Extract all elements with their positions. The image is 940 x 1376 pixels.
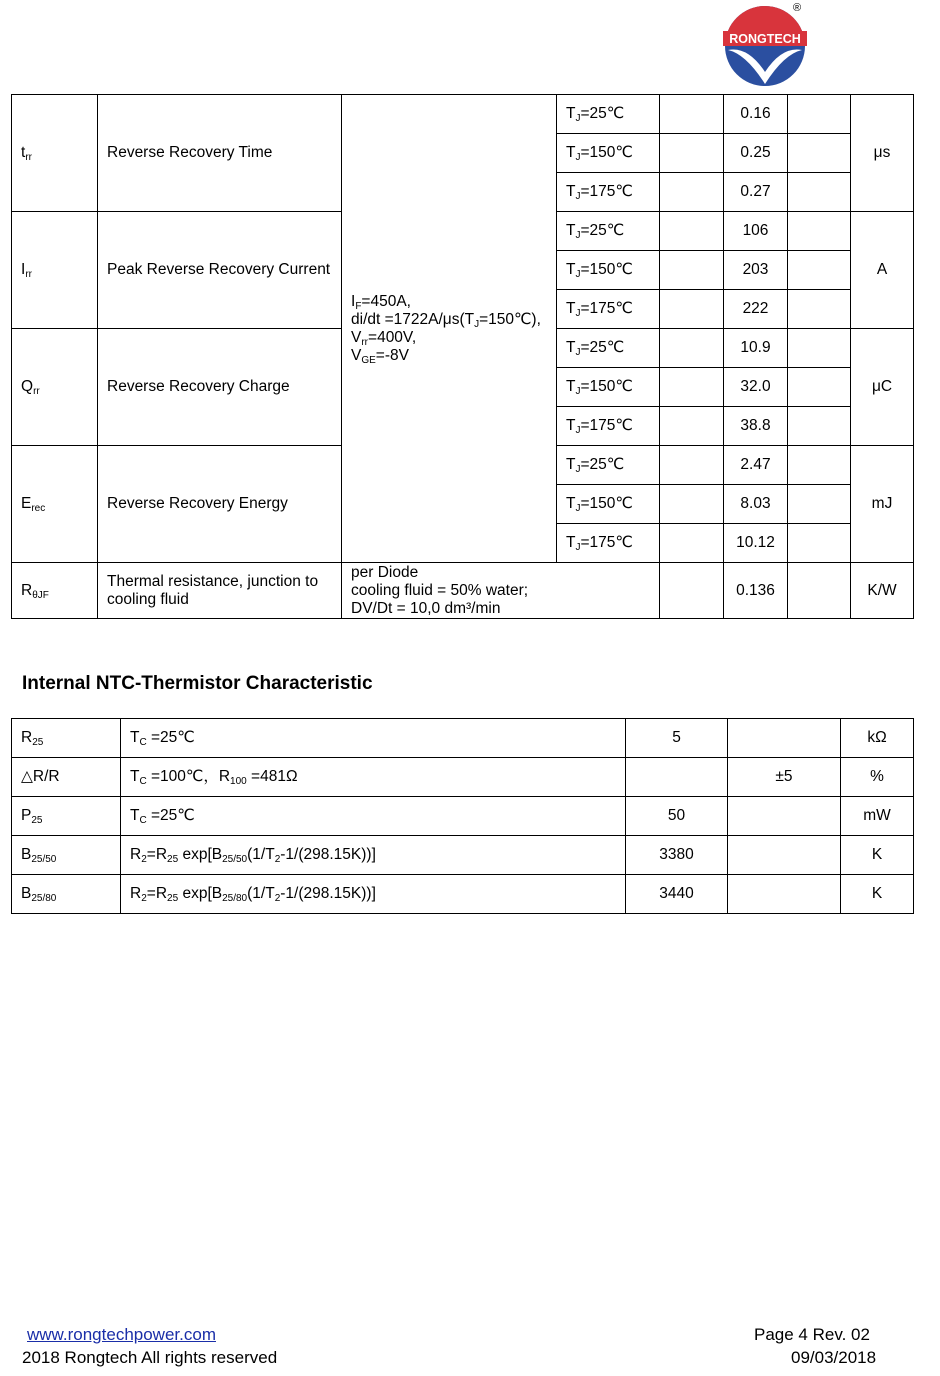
typ-value-text: 0.27 — [740, 183, 771, 200]
cond-subscript: C — [139, 815, 147, 826]
typ-value-text: 0.136 — [736, 581, 775, 599]
tj-value: =175℃ — [580, 300, 633, 317]
cond-text: -1/(298.15K))] — [280, 846, 376, 863]
min-value — [660, 134, 724, 173]
footer-copyright: 2018 Rongtech All rights reserved — [22, 1348, 278, 1367]
ntc-row — [12, 719, 914, 758]
typ-value-text: 50 — [667, 807, 686, 824]
ntc-max — [728, 797, 841, 836]
tj-subscript: J — [575, 269, 581, 280]
param-name — [98, 446, 342, 563]
typ-value — [724, 95, 788, 134]
param-name-text: Reverse Recovery Charge — [107, 378, 290, 395]
unit-text: K — [871, 846, 883, 863]
cond-vrr-sub: rr — [361, 336, 369, 348]
tj-label: T — [566, 495, 576, 512]
cond-vge: V — [351, 346, 362, 364]
param-symbol — [12, 95, 98, 212]
thermal-resistance-row — [12, 563, 914, 619]
ntc-unit — [841, 758, 914, 797]
tj-label: T — [566, 339, 576, 356]
symbol-main: Q — [21, 378, 34, 395]
typ-value — [724, 446, 788, 485]
param-name — [98, 329, 342, 446]
cond-text: T — [130, 768, 140, 785]
ntc-condition — [121, 758, 626, 797]
tj-value: =25℃ — [580, 105, 625, 122]
symbol-main: P — [21, 807, 32, 824]
tj-label: T — [566, 183, 576, 200]
ntc-row — [12, 797, 914, 836]
cond-subscript: C — [139, 737, 147, 748]
ntc-symbol — [12, 719, 121, 758]
ntc-typ — [626, 797, 728, 836]
junction-temperature — [557, 446, 660, 485]
tj-value: =175℃ — [580, 183, 633, 200]
min-value — [660, 173, 724, 212]
footer-date: 09/03/2018 — [791, 1348, 877, 1367]
min-value — [660, 563, 724, 619]
junction-temperature — [557, 524, 660, 563]
unit-text: mJ — [871, 495, 893, 512]
ntc-typ — [626, 758, 728, 797]
tj-subscript: J — [575, 503, 581, 514]
typ-value — [724, 134, 788, 173]
typ-value-text: 0.16 — [740, 105, 771, 122]
cond-vge-value: =-8V — [375, 346, 409, 364]
tj-subscript: J — [575, 191, 581, 202]
typ-value — [724, 485, 788, 524]
typ-value-text: 2.47 — [740, 456, 771, 473]
typ-value-text: 3440 — [659, 885, 694, 902]
max-value — [788, 173, 851, 212]
min-value — [660, 212, 724, 251]
tj-value: =25℃ — [580, 456, 625, 473]
cond-subscript: 2 — [274, 893, 281, 904]
cond-text: exp[B — [178, 885, 223, 902]
ntc-typ — [626, 875, 728, 914]
diode-table-row — [12, 95, 914, 134]
cond-text: -1/(298.15K))] — [280, 885, 376, 902]
cond-subscript: 2 — [274, 854, 281, 865]
unit-text: K — [871, 885, 883, 902]
symbol-subscript: 25/80 — [31, 893, 57, 904]
tj-label: T — [566, 534, 576, 551]
cond-text: T — [130, 729, 140, 746]
typ-value — [724, 173, 788, 212]
tj-label: T — [566, 144, 576, 161]
unit-text: % — [870, 768, 884, 785]
cond-vrr: V — [351, 328, 362, 346]
junction-temperature — [557, 95, 660, 134]
unit-text: K/W — [867, 581, 897, 599]
junction-temperature — [557, 290, 660, 329]
symbol-main: R — [21, 729, 33, 746]
max-value — [788, 290, 851, 329]
tj-subscript: J — [575, 386, 581, 397]
tj-value: =150℃ — [580, 144, 633, 161]
cond-if-sub: F — [355, 300, 362, 312]
cond-text: =25℃ — [146, 807, 195, 824]
cond-line: DV/Dt = 10,0 dm³/min — [351, 599, 501, 617]
ntc-max — [728, 836, 841, 875]
tj-subscript: J — [575, 308, 581, 319]
symbol-subscript: rr — [25, 269, 32, 280]
cond-text: =R — [146, 885, 168, 902]
max-value — [788, 212, 851, 251]
tj-subscript: J — [575, 425, 581, 436]
tj-label: T — [566, 456, 576, 473]
tj-label: T — [566, 378, 576, 395]
symbol-subscript: rec — [31, 503, 46, 514]
min-value — [660, 95, 724, 134]
symbol-main: R — [21, 581, 33, 599]
symbol-main: B — [21, 885, 32, 902]
cond-subscript: 25/50 — [222, 854, 248, 865]
tj-subscript: J — [575, 347, 581, 358]
typ-value — [724, 290, 788, 329]
ntc-max — [728, 875, 841, 914]
unit-text: μs — [873, 144, 891, 161]
max-value-text: ±5 — [775, 768, 793, 785]
tj-subscript: J — [575, 230, 581, 241]
unit — [851, 95, 914, 212]
param-symbol — [12, 212, 98, 329]
ntc-typ — [626, 836, 728, 875]
param-symbol — [12, 329, 98, 446]
ntc-symbol — [12, 797, 121, 836]
typ-value — [724, 212, 788, 251]
param-name-text: Peak Reverse Recovery Current — [107, 261, 331, 278]
max-value — [788, 134, 851, 173]
unit-text: μC — [871, 378, 893, 395]
ntc-symbol — [12, 875, 121, 914]
symbol-main: t — [21, 144, 26, 161]
unit — [851, 563, 914, 619]
cond-text: =25℃ — [146, 729, 195, 746]
max-value — [788, 95, 851, 134]
ntc-condition — [121, 719, 626, 758]
junction-temperature — [557, 173, 660, 212]
footer-page-revision: Page 4 Rev. 02 — [754, 1325, 870, 1344]
typ-value — [724, 563, 788, 619]
typ-value-text: 203 — [742, 261, 769, 278]
tj-value: =25℃ — [580, 222, 625, 239]
typ-value — [724, 524, 788, 563]
test-conditions — [342, 563, 660, 619]
param-symbol — [12, 446, 98, 563]
unit — [851, 329, 914, 446]
symbol-subscript: rr — [33, 386, 40, 397]
ntc-condition — [121, 875, 626, 914]
logo-text: RONGTECH — [729, 32, 801, 46]
cond-line: per Diode — [351, 563, 419, 581]
typ-value-text: 10.9 — [740, 339, 771, 356]
param-name-text: Thermal resistance, junction to cooling fluid — [107, 572, 319, 608]
tj-subscript: J — [575, 542, 581, 553]
typ-value-text: 106 — [742, 222, 769, 239]
junction-temperature — [557, 368, 660, 407]
junction-temperature — [557, 407, 660, 446]
min-value — [660, 290, 724, 329]
ntc-row — [12, 836, 914, 875]
rongtech-logo — [720, 4, 810, 88]
unit-text: mW — [863, 807, 891, 824]
cond-subscript: 2 — [141, 893, 147, 904]
ntc-row — [12, 758, 914, 797]
junction-temperature — [557, 329, 660, 368]
max-value — [788, 368, 851, 407]
max-value — [788, 524, 851, 563]
footer-website-link[interactable]: www.rongtechpower.com — [27, 1325, 216, 1344]
typ-value-text: 3380 — [659, 846, 694, 863]
ntc-condition — [121, 797, 626, 836]
max-value — [788, 329, 851, 368]
registered-mark: ® — [793, 2, 802, 14]
cond-text: R — [130, 885, 142, 902]
tj-label: T — [566, 222, 576, 239]
tj-value: =150℃ — [580, 378, 633, 395]
min-value — [660, 368, 724, 407]
cond-vrr-value: =400V, — [368, 328, 417, 346]
typ-value — [724, 368, 788, 407]
typ-value-text: 0.25 — [740, 144, 771, 161]
typ-value-text: 5 — [672, 729, 681, 746]
cond-if: I — [351, 292, 356, 310]
symbol-main: E — [21, 495, 32, 512]
unit — [851, 446, 914, 563]
symbol-main: △R/R — [21, 768, 60, 785]
cond-text: =100℃，R — [146, 768, 231, 785]
param-symbol — [12, 563, 98, 619]
max-value — [788, 407, 851, 446]
max-value — [788, 485, 851, 524]
cond-subscript: 100 — [230, 776, 247, 787]
tj-label: T — [566, 261, 576, 278]
cond-text: =481Ω — [246, 768, 298, 785]
symbol-subscript: 25/50 — [31, 854, 57, 865]
tj-value: =150℃ — [580, 495, 633, 512]
param-name — [98, 95, 342, 212]
ntc-unit — [841, 875, 914, 914]
cond-subscript: 25 — [167, 893, 179, 904]
param-name-text: Reverse Recovery Time — [107, 144, 273, 161]
ntc-section-title: Internal NTC-Thermistor Characteristic — [22, 673, 373, 694]
diode-characteristics-table — [11, 94, 914, 619]
typ-value-text: 38.8 — [740, 417, 771, 434]
typ-value-text: 8.03 — [740, 495, 771, 512]
junction-temperature — [557, 212, 660, 251]
symbol-main: I — [21, 261, 26, 278]
typ-value — [724, 407, 788, 446]
cond-text: (1/T — [247, 885, 275, 902]
cond-if-value: =450A, — [361, 292, 411, 310]
typ-value — [724, 251, 788, 290]
cond-didt-sub: J — [474, 318, 480, 330]
tj-value: =25℃ — [580, 339, 625, 356]
ntc-thermistor-table — [11, 718, 914, 914]
junction-temperature — [557, 134, 660, 173]
tj-label: T — [566, 300, 576, 317]
cond-subscript: 2 — [141, 854, 147, 865]
cond-text: =R — [146, 846, 168, 863]
min-value — [660, 485, 724, 524]
min-value — [660, 329, 724, 368]
tj-label: T — [566, 105, 576, 122]
symbol-main: B — [21, 846, 32, 863]
cond-subscript: 25/80 — [222, 893, 248, 904]
cond-line: cooling fluid = 50% water; — [351, 581, 529, 599]
typ-value-text: 32.0 — [740, 378, 771, 395]
tj-value: =150℃ — [580, 261, 633, 278]
cond-vge-sub: GE — [361, 354, 376, 366]
min-value — [660, 407, 724, 446]
param-name-text: Reverse Recovery Energy — [107, 495, 288, 512]
tj-value: =175℃ — [580, 417, 633, 434]
ntc-row — [12, 875, 914, 914]
cond-subscript: C — [139, 776, 147, 787]
param-name — [98, 212, 342, 329]
cond-didt-value: =150℃), — [479, 310, 541, 328]
tj-subscript: J — [575, 152, 581, 163]
min-value — [660, 446, 724, 485]
ntc-symbol — [12, 836, 121, 875]
junction-temperature — [557, 485, 660, 524]
tj-subscript: J — [575, 113, 581, 124]
cond-didt: di/dt =1722A/μs(T — [351, 310, 475, 328]
min-value — [660, 524, 724, 563]
cond-text: R — [130, 846, 142, 863]
ntc-max — [728, 719, 841, 758]
param-name — [98, 563, 342, 619]
symbol-subscript: 25 — [31, 815, 43, 826]
test-conditions — [342, 95, 557, 563]
ntc-unit — [841, 719, 914, 758]
typ-value-text: 222 — [742, 300, 769, 317]
symbol-subscript: rr — [25, 152, 32, 163]
max-value — [788, 251, 851, 290]
symbol-subscript: 25 — [32, 737, 44, 748]
tj-subscript: J — [575, 464, 581, 475]
cond-subscript: 25 — [167, 854, 179, 865]
cond-text: (1/T — [247, 846, 275, 863]
ntc-condition — [121, 836, 626, 875]
unit-text: kΩ — [867, 729, 887, 746]
junction-temperature — [557, 251, 660, 290]
typ-value — [724, 329, 788, 368]
ntc-max — [728, 758, 841, 797]
ntc-unit — [841, 836, 914, 875]
unit — [851, 212, 914, 329]
max-value — [788, 563, 851, 619]
max-value — [788, 446, 851, 485]
tj-value: =175℃ — [580, 534, 633, 551]
ntc-unit — [841, 797, 914, 836]
min-value — [660, 251, 724, 290]
ntc-symbol — [12, 758, 121, 797]
typ-value-text: 10.12 — [736, 534, 775, 551]
symbol-subscript: θJF — [32, 589, 49, 601]
cond-text: exp[B — [178, 846, 223, 863]
unit-text: A — [876, 261, 888, 278]
ntc-typ — [626, 719, 728, 758]
cond-text: T — [130, 807, 140, 824]
tj-label: T — [566, 417, 576, 434]
